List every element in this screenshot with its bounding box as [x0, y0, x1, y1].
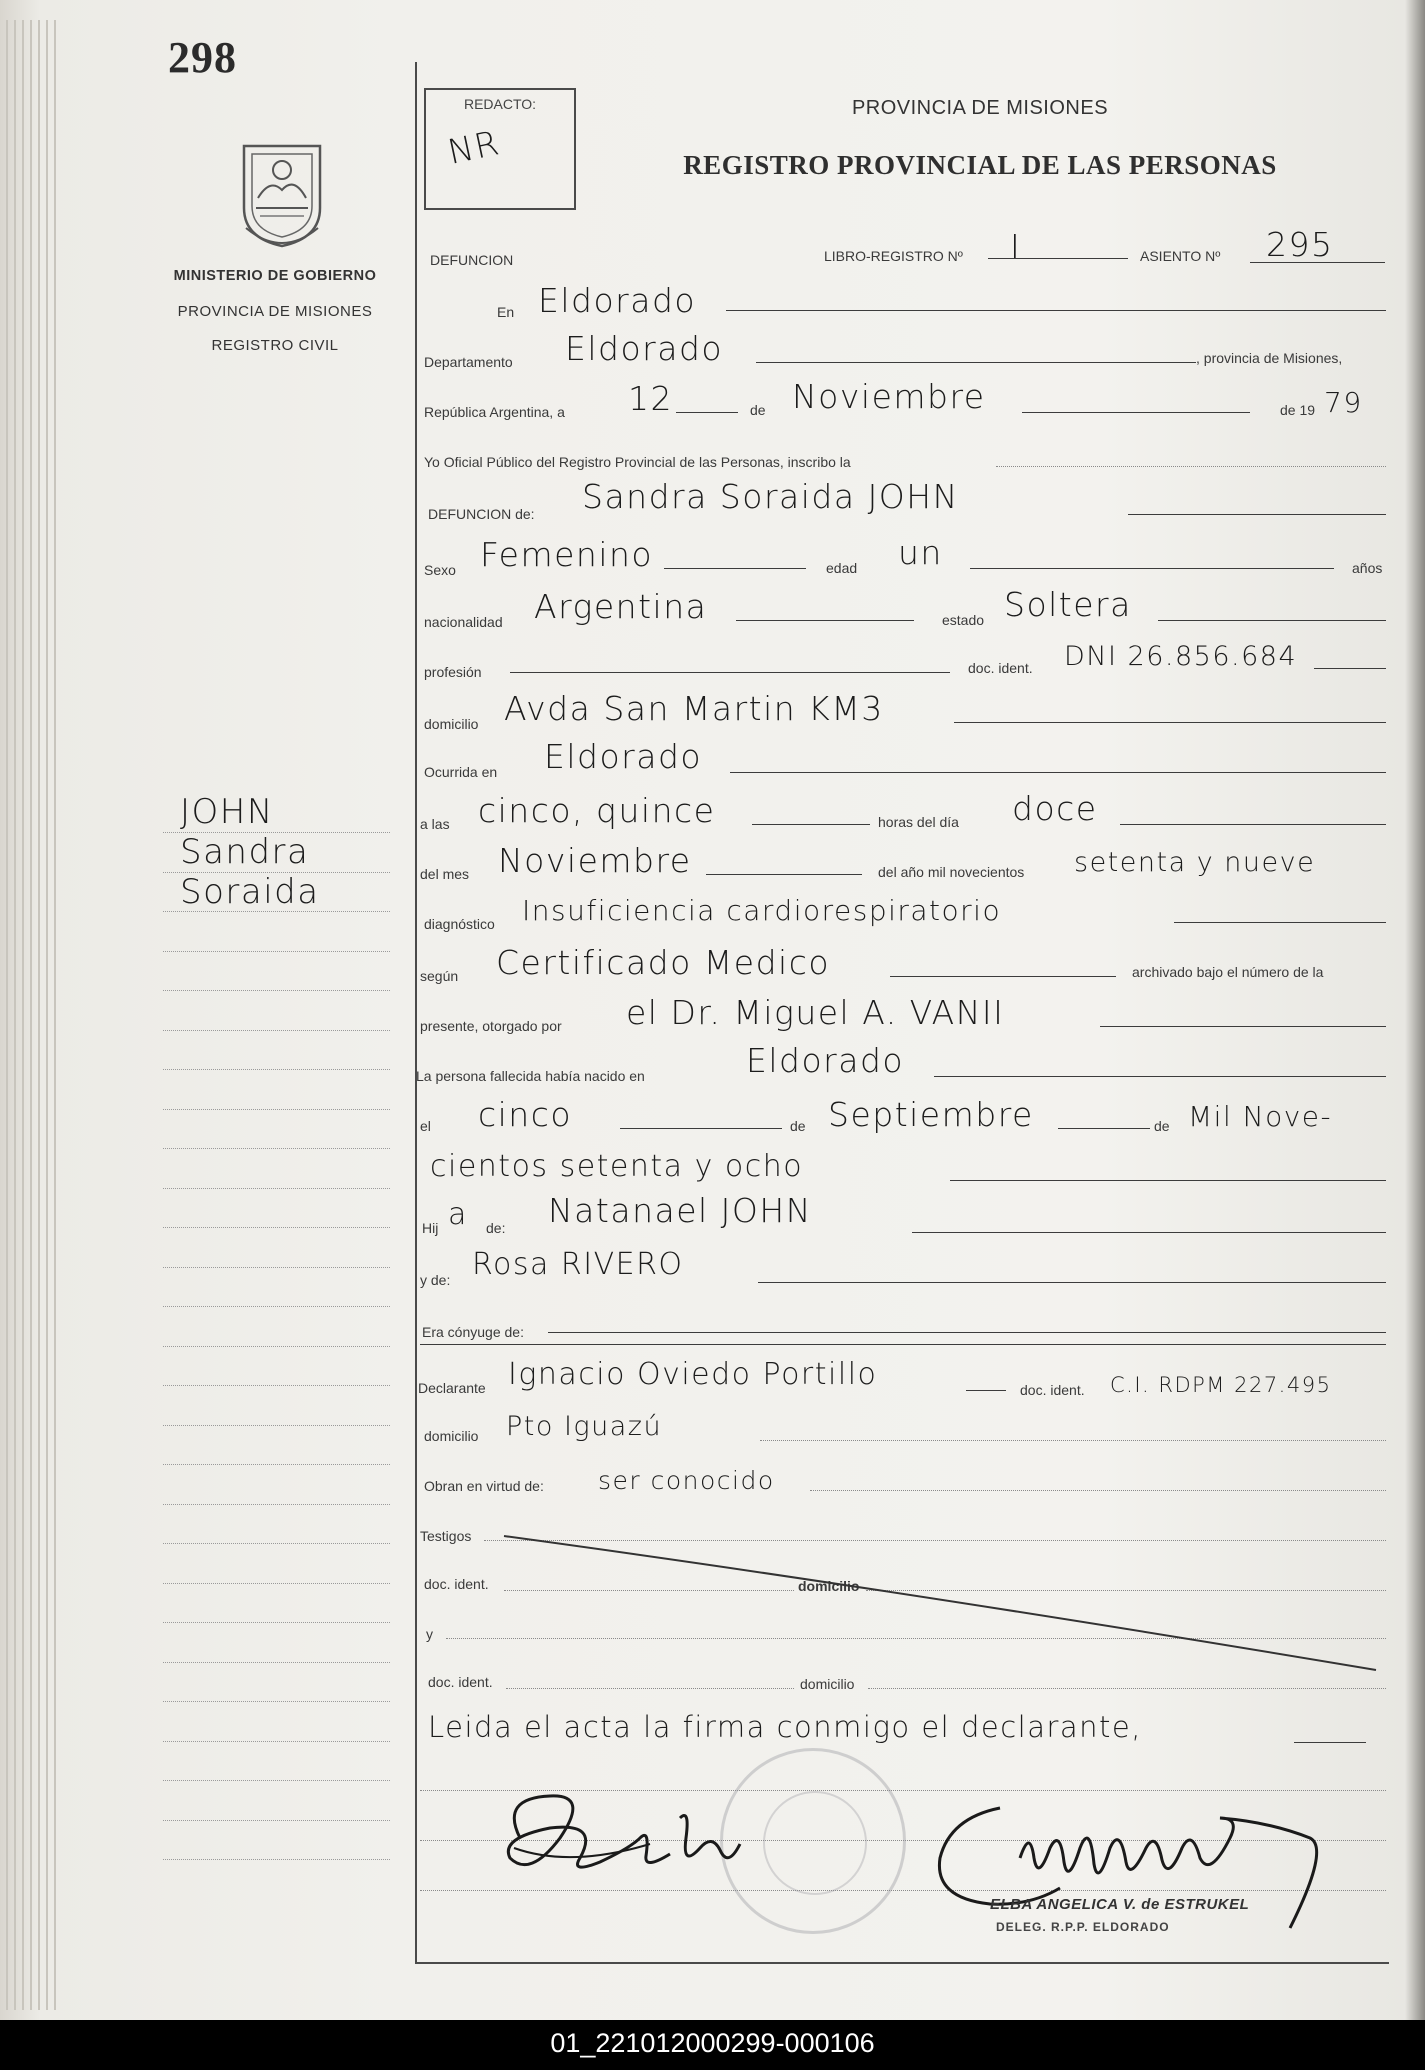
year-label: de 19 [1280, 402, 1316, 418]
en-value: Eldorado [538, 281, 697, 320]
delmes-value: Noviembre [498, 841, 692, 880]
defuncion-label: DEFUNCION de: [428, 506, 535, 522]
margin-line [163, 1227, 390, 1228]
page-edges [0, 20, 60, 2010]
domicilio-label: domicilio [424, 716, 479, 732]
sidebar-registry-label: REGISTRO CIVIL [211, 337, 339, 354]
margin-line [163, 990, 390, 991]
redacto-box [424, 88, 576, 210]
margin-line [163, 1701, 390, 1702]
nac-year-value-1: Mil Nove- [1188, 1100, 1333, 1133]
hij-label: Hij [422, 1220, 439, 1236]
margin-line [163, 951, 390, 952]
estado-label: estado [942, 612, 985, 628]
anos-label: años [1352, 560, 1383, 576]
edad-label: edad [826, 560, 858, 576]
nac-year-line [950, 1180, 1386, 1181]
estado-value: Soltera [1004, 585, 1132, 624]
nac-year-value-2: cientos setenta y ocho [430, 1149, 804, 1184]
obran-value: ser conocido [598, 1466, 775, 1495]
mother-name: Rosa RIVERO [472, 1247, 684, 1282]
margin-note-line: JOHN [180, 792, 274, 832]
declarante-line [966, 1390, 1006, 1391]
father-line [912, 1232, 1386, 1233]
nacido-value: Eldorado [746, 1041, 905, 1080]
yde-label: y de: [420, 1272, 451, 1288]
domicilio-line [954, 722, 1386, 723]
el-value: cinco [478, 1095, 573, 1134]
presente-value: el Dr. Miguel A. VANII [626, 993, 1005, 1032]
decl-domicilio-value: Pto Iguazú [506, 1411, 663, 1442]
province-seal-icon [232, 138, 332, 250]
testigo-2-domicilio-line [868, 1688, 1386, 1689]
doc-ident-line [1314, 668, 1386, 669]
domicilio-value: Avda San Martin KM3 [504, 689, 884, 728]
margin-line [163, 1425, 390, 1426]
delmes-label: del mes [420, 866, 470, 882]
nacionalidad-value: Argentina [534, 587, 708, 626]
de3-label: de [1154, 1118, 1170, 1134]
oficial-line [996, 466, 1386, 467]
day-value: 12 [628, 379, 673, 418]
alas-label: a las [420, 816, 450, 832]
official-post: DELEG. R.P.P. ELDORADO [996, 1920, 1170, 1934]
decl-doc-label: doc. ident. [1020, 1382, 1085, 1398]
libro-label: LIBRO-REGISTRO Nº [824, 248, 963, 264]
image-id-caption: 01_221012000299-000106 [550, 2028, 875, 2058]
departamento-label: Departamento [424, 354, 513, 370]
alas-value: cinco, quince [478, 791, 716, 830]
day-line [676, 412, 738, 413]
redacto-label: REDACTO: [463, 96, 537, 112]
closing-text: Leida el acta la firma conmigo el declarante, [428, 1710, 1142, 1744]
testigo-2-domicilio-label: domicilio [800, 1676, 855, 1692]
record-type-label: DEFUNCION [430, 252, 514, 268]
asiento-value: 295 [1266, 225, 1334, 264]
ocurrida-value: Eldorado [544, 737, 703, 776]
declarante-value: Ignacio Oviedo Portillo [508, 1357, 878, 1392]
provincia-label: , provincia de Misiones, [1196, 350, 1343, 366]
libro-value: I [1010, 227, 1022, 266]
margin-line [163, 1109, 390, 1110]
archivado-label: archivado bajo el número de la [1132, 964, 1324, 980]
sexo-label: Sexo [424, 562, 456, 578]
margin-line [163, 1069, 390, 1070]
margin-line [163, 1148, 390, 1149]
anio-value: setenta y nueve [1074, 847, 1316, 878]
deceased-name: Sandra Soraida JOHN [582, 477, 959, 516]
testigos-strikeout [500, 1530, 1380, 1680]
margin-line [163, 1622, 390, 1623]
profesion-line [510, 672, 950, 673]
diagnostico-label: diagnóstico [424, 916, 495, 932]
conyuge-line-2 [420, 1344, 1386, 1345]
delmes-line [706, 874, 862, 875]
margin-line [163, 1188, 390, 1189]
hij-de-label: de: [486, 1220, 506, 1236]
margin-line [163, 1780, 390, 1781]
dia-line [1120, 824, 1386, 825]
de2-label: de [790, 1118, 806, 1134]
margin-line [163, 1267, 390, 1268]
edad-line [970, 568, 1334, 569]
diagnostico-value: Insuficiencia cardiorespiratorio [522, 894, 1002, 927]
en-line [726, 310, 1386, 311]
edad-value: un [898, 533, 943, 572]
margin-note-line: Sandra [180, 832, 310, 872]
en-label: En [497, 304, 515, 320]
mother-line [758, 1282, 1386, 1283]
alas-line [752, 824, 870, 825]
margin-line [163, 1859, 390, 1860]
month-value: Noviembre [792, 377, 986, 416]
nac-month-line [1058, 1128, 1150, 1129]
segun-line [890, 976, 1116, 977]
province-heading: PROVINCIA DE MISIONES [851, 97, 1109, 119]
official-name: ELBA ANGELICA V. de ESTRUKEL [990, 1896, 1250, 1913]
el-label: el [420, 1118, 431, 1134]
closing-line [1294, 1742, 1366, 1743]
decl-doc-value: C.I. RDPM 227.495 [1110, 1373, 1332, 1397]
sidebar-province-label: PROVINCIA DE MISIONES [177, 303, 373, 320]
margin-note [180, 792, 380, 912]
page-number: 298 [168, 33, 237, 82]
decl-domicilio-label: domicilio [424, 1428, 479, 1444]
redacto-value: NR [444, 123, 504, 173]
y-label: y [426, 1626, 433, 1642]
margin-line [163, 1464, 390, 1465]
declarant-signature [490, 1778, 790, 1888]
segun-value: Certificado Medico [496, 943, 831, 982]
margin-line [163, 1741, 390, 1742]
asiento-line [1250, 262, 1385, 263]
departamento-value: Eldorado [565, 329, 724, 368]
ocurrida-label: Ocurrida en [424, 764, 498, 780]
el-line [620, 1128, 782, 1129]
oficial-text: Yo Oficial Público del Registro Provincial de las Personas, inscribo la [424, 454, 851, 470]
registry-title: REGISTRO PROVINCIAL DE LAS PERSONAS [683, 150, 1277, 180]
hij-value: a [448, 1197, 468, 1232]
sexo-line [664, 568, 806, 569]
margin-line [163, 1504, 390, 1505]
nacido-line [934, 1076, 1386, 1077]
obran-label: Obran en virtud de: [424, 1478, 544, 1494]
doc-ident-label: doc. ident. [968, 660, 1033, 676]
dia-value: doce [1012, 789, 1098, 828]
margin-line [163, 1543, 390, 1544]
testigo-doc-label: doc. ident. [424, 1576, 489, 1592]
testigo-2-doc-line [506, 1688, 794, 1689]
horas-label: horas del día [878, 814, 959, 830]
nac-month-value: Septiembre [828, 1095, 1034, 1134]
defuncion-line [1128, 514, 1386, 515]
testigo-domicilio-label: domicilio [798, 1578, 860, 1594]
ocurrida-line [730, 772, 1386, 773]
anio-label: del año mil novecientos [878, 864, 1025, 880]
presente-line [1100, 1026, 1386, 1027]
declarante-label: Declarante [418, 1380, 486, 1396]
month-line [1022, 412, 1250, 413]
sexo-value: Femenino [480, 535, 654, 574]
nacionalidad-line [736, 620, 914, 621]
profesion-label: profesión [424, 664, 482, 680]
ministry-label: MINISTERIO DE GOBIERNO [173, 268, 377, 284]
month-de-label: de [750, 402, 766, 418]
margin-line [163, 1385, 390, 1386]
conyuge-label: Era cónyuge de: [422, 1324, 524, 1340]
departamento-line [756, 362, 1196, 363]
presente-label: presente, otorgado por [420, 1018, 562, 1034]
margin-line [163, 1820, 390, 1821]
decl-domicilio-line [760, 1440, 1386, 1441]
margin-line [163, 1662, 390, 1663]
testigos-label: Testigos [420, 1528, 472, 1544]
margin-note-line: Soraida [180, 872, 320, 912]
testigo-2-doc-label: doc. ident. [428, 1674, 493, 1690]
asiento-label: ASIENTO Nº [1140, 248, 1221, 264]
segun-label: según [420, 968, 459, 984]
nacido-label: La persona fallecida había nacido en [416, 1068, 645, 1084]
nacionalidad-label: nacionalidad [424, 614, 503, 630]
estado-line [1158, 620, 1386, 621]
margin-note-lines [163, 832, 390, 1902]
republica-label: República Argentina, a [424, 404, 565, 420]
diagnostico-line [1174, 922, 1386, 923]
margin-line [163, 1583, 390, 1584]
year-value: 79 [1324, 386, 1363, 419]
libro-line [988, 258, 1128, 259]
conyuge-line [548, 1332, 1386, 1333]
father-name: Natanael JOHN [548, 1191, 812, 1230]
doc-ident-value: DNI 26.856.684 [1064, 641, 1298, 672]
margin-line [163, 1346, 390, 1347]
margin-line [163, 1306, 390, 1307]
obran-line [810, 1490, 1386, 1491]
margin-line [163, 1030, 390, 1031]
